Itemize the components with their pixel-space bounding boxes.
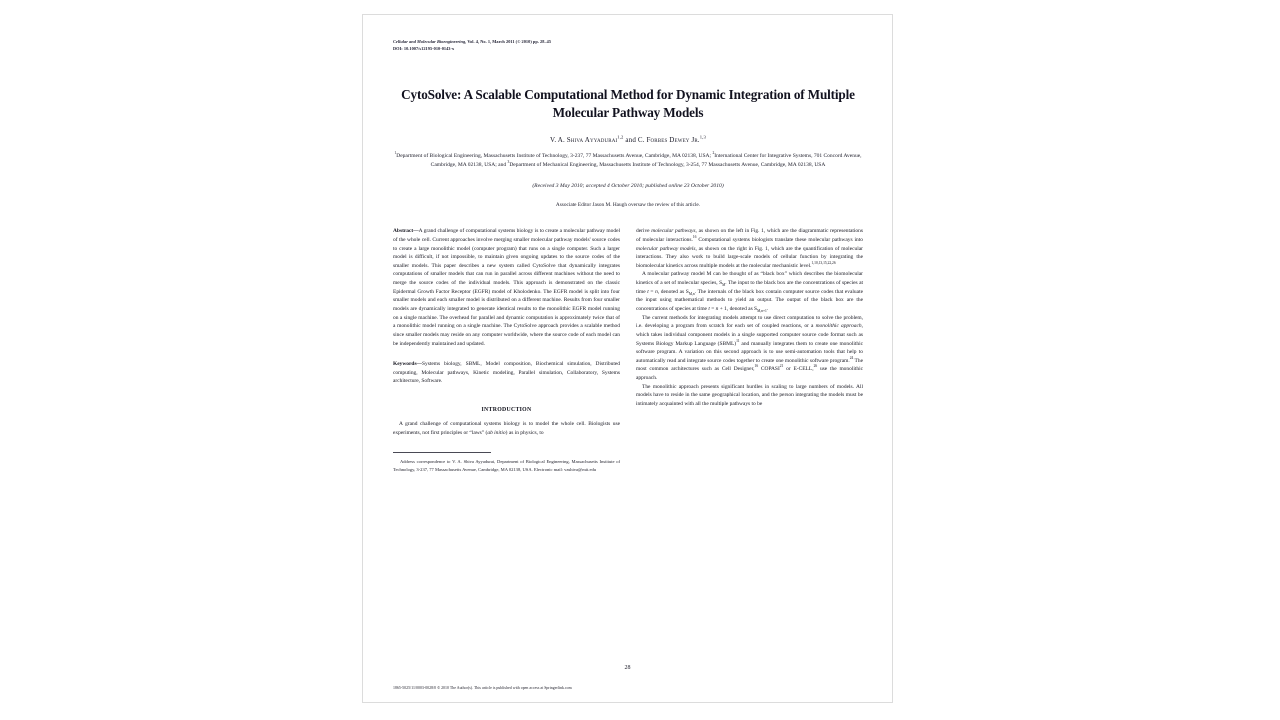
var-t-1: t [647,288,649,295]
p2-b: . The input to the black box are the concentrations of species at time [636,280,863,295]
paragraph-monolithic-hurdles: The monolithic approach presents significant hurdles in scaling to large numbers of models. All models have to reside in the same geographical location, and the person integrating the models must be intimately acquainted with all the multiple pathways to be [636,383,863,408]
var-n-2: n [715,305,719,312]
author-conjunction: and [623,136,638,145]
p2-f: = [709,305,716,312]
term-molecular-pathways: molecular pathways [651,228,696,235]
p3-e: COPASI [758,366,780,373]
right-text-b: Computational systems biologists translate these molecular pathways into [696,236,864,243]
page-content [393,39,863,473]
intro-paragraph-left [393,420,620,437]
citation-24: 24 [849,356,854,361]
journal-doi: DOI: 10.1007/s12195-010-0143-x [393,45,455,51]
intro-paragraph-right [636,227,863,270]
abstract-label: Abstract— [393,228,419,235]
abstract-body: A grand challenge of computational systems biology is to create a molecular pathway model of the whole cell. Current approaches involve merging smaller molecular pathway models' source codes to create a large monolithic model (computer program) that runs on a single computer. Such a larger model is difficult, if not impossible, to maintain given ongoing updates to the source codes of the smaller models. This paper describes a new system called CytoSolve that dynamically integrates computations of smaller models that can run in parallel across different machines without the need to merge the source codes of the individual models. This approach is demonstrated on the classic Epidermal Growth Factor Receptor (EGFR) model of Kholodenko. The EGFR model is split into four smaller models and each smaller model is distributed on a different machine. Results from four smaller models are dynamically integrated to generate identical results to the monolithic EGFR model running on a single machine. The overhead for parallel and dynamic computation is approximately twice that of a monolithic model running on a single machine. The CytoSolve approach provides a scalable method since smaller models may reside on any computer worldwide, where the source code of each model can be independently maintained and updated. [393,228,620,347]
journal-citation: , Vol. 4, No. 1, March 2011 (© 2010) pp. 28–45 [465,39,552,44]
subscript-smn: M,n [688,291,695,296]
p2-c: = [648,288,656,295]
right-text-c: , as shown on the right in Fig. 1, which are the quantification of molecular interactions. They also work to build large-scale models of cellular function by integrating the biomolecular kinetics across multiple models at the molecular mechanistic level. [636,245,863,269]
var-n-1: n [655,288,658,295]
copyright-statement: 2010 The Author(s). This article is published with open access at Springerlink.com [440,686,572,690]
citation-16b: 16 [754,364,759,369]
affiliation-2: International Center for Integrative Systems, 701 Concord Avenue, Cambridge, MA 02138, USA; and [430,153,862,169]
intro-text-b: ) as in physics, to [505,429,544,436]
column-right [636,227,863,408]
p3-d: The most common architectures such as Cell Designer, [636,357,864,373]
author-first-affil-marker: 1,2 [617,135,624,141]
page-number: 28 [624,665,631,671]
keywords-body: Systems biology, SBML, Model composition, Biochemical simulation, Distributed computing, Molecular pathways, Kinetic modeling, Parallel simulation, Collaboratory, Systems architecture, Software. [393,361,620,385]
p3-c: and manually integrates them to create one monolithic software program. A variation on this second approach is to use semi-automation tools that help to automatically read and integrate source codes together to create one monolithic software program. [636,340,864,364]
author-name-first: V. A. Shiva Ayyadurai [550,136,618,145]
keywords-label: Keywords— [393,361,422,368]
author-second-affil-marker: 1,3 [699,135,706,141]
footnote-separator [393,452,491,453]
term-monolithic-approach: monolithic approach [815,323,862,330]
associate-editor-note: Associate Editor Jason M. Haugh oversaw the review of this article. [555,202,701,209]
abstract-paragraph [393,227,620,348]
paper-title: CytoSolve: A Scalable Computational Method for Dynamic Integration of Multiple Molecular Pathway Models [401,87,855,120]
p3-f: or E-CELL, [783,366,814,373]
p2-a: A molecular pathway model M can be thought of as “black box” which describes the biomolecular kinetics of a set of molecular species, S [636,271,863,287]
subscript-smn1: M,n+1 [757,309,767,314]
paragraph-black-box [636,270,863,313]
affiliation-3: Department of Mechanical Engineering, Massachusetts Institute of Technology, 3-254, 77 Massachusetts Avenue, Cambridge, MA 02138, USA [509,162,826,169]
journal-name: Cellular and Molecular Bioengineering [393,39,466,44]
affil-marker-2: 2 [712,151,715,156]
affiliation-1: Department of Biological Engineering, Massachusetts Institute of Technology, 3-237, 77 Massachusetts Avenue, Cambridge, MA 02138, USA; [396,153,712,160]
copyright-code: 1865-5025/11/0003-0028/0 [393,686,437,690]
keywords-paragraph [393,360,620,386]
var-t-2: t [708,305,710,312]
affiliation-block [393,152,863,170]
citation-list-1: 1,10,13,15,22,26 [811,260,836,265]
copyright-symbol: © [437,686,441,690]
intro-ab-initio: ab initio [487,429,506,436]
citation-11: 11 [736,338,740,343]
section-heading-introduction: INTRODUCTION [481,407,532,414]
copyright-footer [393,686,572,690]
column-left [393,227,620,473]
p2-e: . The internals of the black box contain computer source codes that evaluate the input using mathematical methods to yield an output. The output of the black box are the concentrations of species at time [636,288,863,312]
paragraph-current-methods [636,314,863,383]
citation-26: 26 [813,364,818,369]
author-list [393,136,863,144]
journal-header-line [393,39,863,46]
citation-21: 21 [779,364,784,369]
term-molecular-pathway-models: molecular pathway models [636,245,696,252]
subscript-sm: M [722,283,726,288]
p2-h: . [766,305,769,312]
pdf-page [362,14,893,703]
affil-marker-1: 1 [394,151,397,156]
p2-g: + 1, denoted as S [718,305,758,312]
p2-d: , denoted as S [657,288,689,295]
p3-b: , which takes individual component models in a single supported computer source code format such as Systems Biology Markup Language (SBML) [636,323,863,347]
p3-g: use the monolithic approach. [636,366,863,382]
affil-marker-3: 3 [507,160,510,165]
body-columns [393,227,863,473]
intro-text-a: A grand challenge of computational systems biology is to model the whole cell. Biologists use experiments, not first principles or “laws” ( [393,421,620,436]
p3-a: The current methods for integrating models attempt to use direct computation to solve the problem, i.e. developing a program from scratch for each set of coupled reactions, or a [636,314,863,330]
citation-16: 16 [692,235,697,240]
correspondence-footnote [393,458,620,473]
publication-dates: (Received 3 May 2010; accepted 4 October 2010; published online 23 October 2010) [532,183,724,190]
right-text-a: , as shown on the left in Fig. 1, which are the diagrammatic representations of molecular interactions. [636,228,863,243]
author-name-second: C. Forbes Dewey Jr. [637,136,700,145]
correspondence-text: Address correspondence to V. A. Shiva Ayyadurai, Department of Biological Engineering, Massachusetts Institute of Technology, 3-237, 77 Massachusetts Avenue, Cambridge, MA 02138, USA. Electronic mail: vashiva@mit.edu [393,459,620,472]
right-text-pre: derive [636,228,652,235]
